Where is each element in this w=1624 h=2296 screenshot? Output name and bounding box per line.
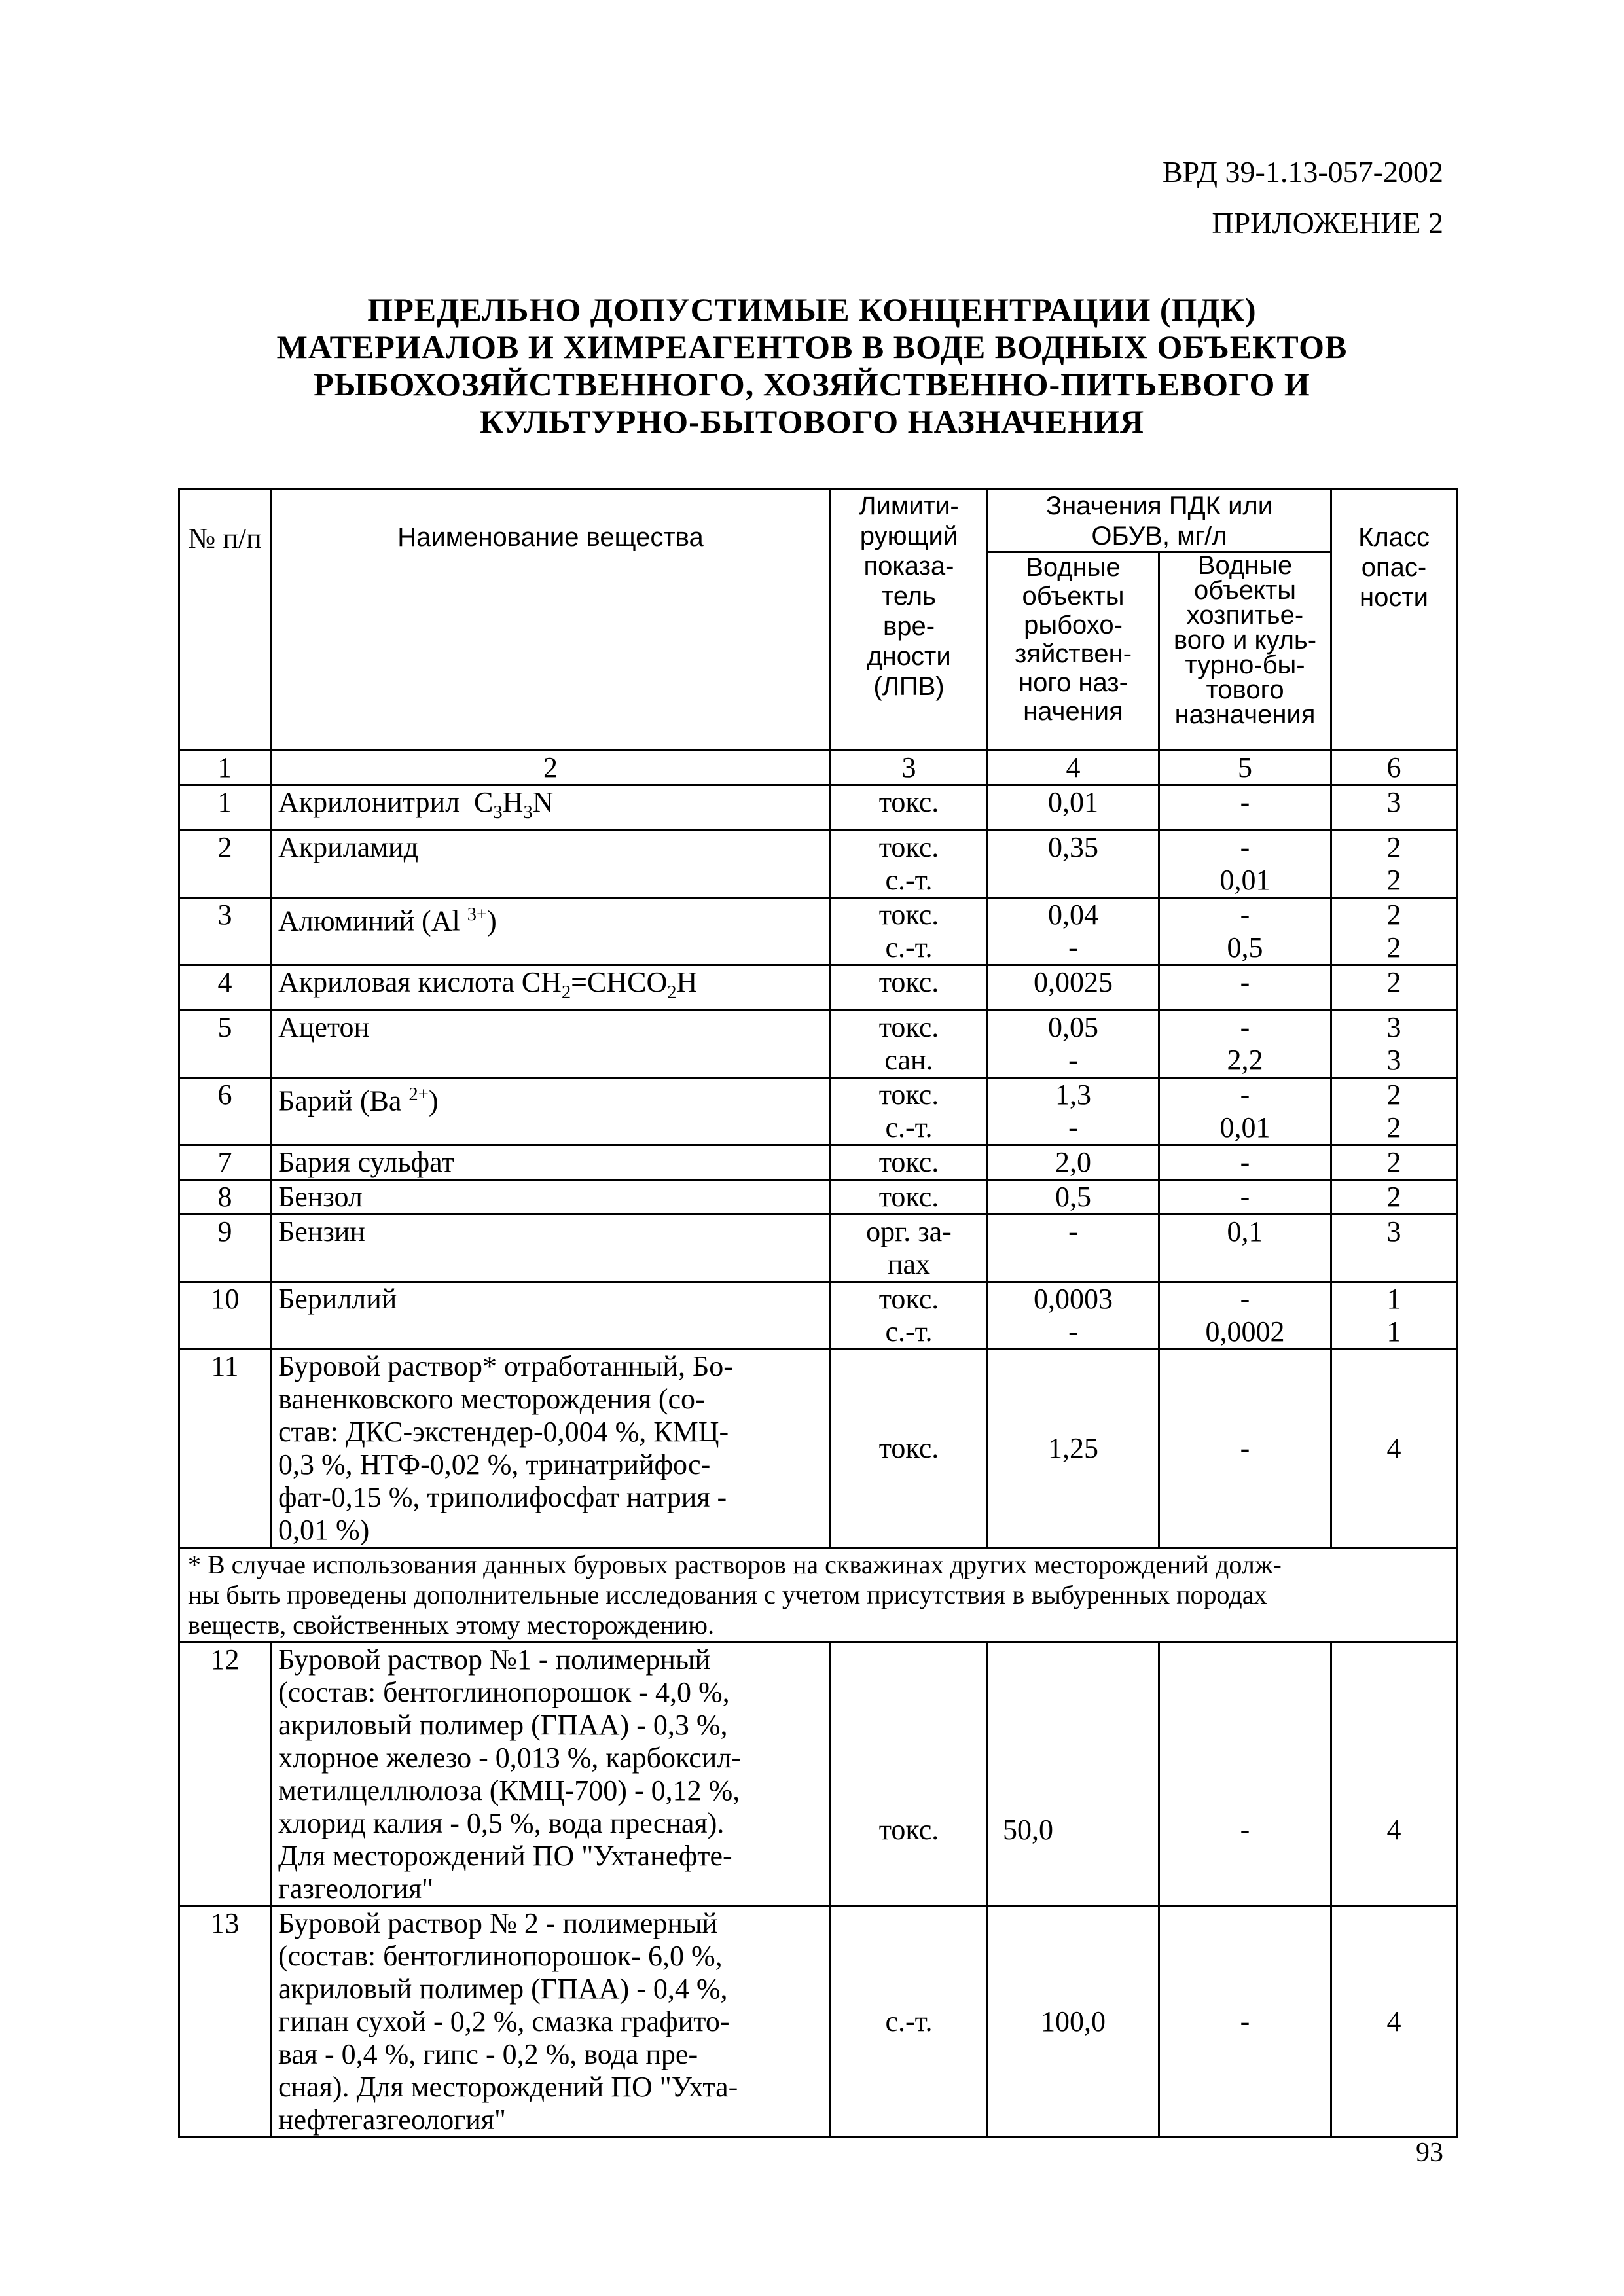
lpv-cell: токс. с.-т.: [831, 897, 988, 965]
drink-cell: - 2,2: [1159, 1010, 1331, 1077]
drink-cell: - 0,0002: [1159, 1282, 1331, 1349]
document-code: ВРД 39-1.13-057-2002: [1162, 155, 1443, 188]
pdk-table: [178, 488, 1458, 2138]
header-pdk-group: Значения ПДК или ОБУВ, мг/л: [988, 489, 1331, 552]
row-num: 7: [179, 1145, 271, 1179]
lpv-cell: токс. с.-т.: [831, 830, 988, 897]
fish-cell: 1,25: [988, 1349, 1159, 1547]
lpv-cell: токс.: [831, 1349, 988, 1547]
lpv-cell: токс. с.-т.: [831, 1077, 988, 1145]
substance-name: Акрилонитрил $C_3H_3N$: [271, 785, 831, 831]
drink-cell: - 0,01: [1159, 830, 1331, 897]
class-cell: 2 2: [1331, 1077, 1457, 1145]
fish-cell: 0,04 -: [988, 897, 1159, 965]
table-row: [179, 830, 1457, 897]
drink-cell: -: [1159, 1642, 1331, 1906]
class-cell: 3: [1331, 1214, 1457, 1282]
lpv-cell: токс.: [831, 1145, 988, 1179]
class-cell: 1 1: [1331, 1282, 1457, 1349]
table-row: [179, 1010, 1457, 1077]
substance-name: Бензол: [271, 1179, 831, 1214]
drink-cell: 0,1: [1159, 1214, 1331, 1282]
footnote: * В случае использования данных буровых растворов на скважинах других месторождений долж- ны быть проведены дополнительные исследования с учетом присутствия в выбуренных породах веществ, свойственных этому месторождению.: [179, 1547, 1457, 1642]
class-cell: 4: [1331, 1642, 1457, 1906]
table-row: [179, 1077, 1457, 1145]
title-line: ПРЕДЕЛЬНО ДОПУСТИМЫЕ КОНЦЕНТРАЦИИ (ПДК): [367, 291, 1257, 328]
class-cell: 2 2: [1331, 897, 1457, 965]
lpv-cell: токс.: [831, 965, 988, 1010]
table-row: [179, 965, 1457, 1010]
table-row: [179, 1349, 1457, 1547]
substance-name: Ацетон: [271, 1010, 831, 1077]
row-num: 9: [179, 1214, 271, 1282]
class-cell: 4: [1331, 1349, 1457, 1547]
drink-cell: - 0,01: [1159, 1077, 1331, 1145]
column-number-row: [179, 751, 1457, 785]
substance-name: Акриламид: [271, 830, 831, 897]
fish-cell: -: [988, 1214, 1159, 1282]
fish-cell: 0,01: [988, 785, 1159, 831]
substance-name: Бензин: [271, 1214, 831, 1282]
col-number: 6: [1331, 751, 1457, 785]
page-title: [0, 291, 1624, 440]
class-cell: 3 3: [1331, 1010, 1457, 1077]
substance-name: Барий (Ba $^{2+}$): [271, 1077, 831, 1145]
fish-cell: 50,0: [988, 1642, 1159, 1906]
header-name: Наименование вещества: [271, 489, 831, 751]
row-num: 13: [179, 1906, 271, 2137]
row-num: 5: [179, 1010, 271, 1077]
lpv-cell: токс. с.-т.: [831, 1282, 988, 1349]
title-line: МАТЕРИАЛОВ И ХИМРЕАГЕНТОВ В ВОДЕ ВОДНЫХ ОБЪЕКТОВ: [276, 329, 1348, 365]
substance-name: Алюминий (Al $^{3+}$): [271, 897, 831, 965]
col-number: 2: [271, 751, 831, 785]
header-num: № п/п: [179, 489, 271, 751]
title-line: КУЛЬТУРНО-БЫТОВОГО НАЗНАЧЕНИЯ: [479, 403, 1145, 440]
header-drink: Водные объекты хозпитье- вого и куль- турно-бы- тового назначения: [1159, 552, 1331, 751]
substance-name: Буровой раствор* отработанный, Бо- ваненковского месторождения (со- став: ДКС-экстендер-0,004 %, КМЦ- 0,3 %, НТФ-0,02 %, тринатрийфос- фат-0,15 %, триполифосфат натрия - 0,01 %): [271, 1349, 831, 1547]
table-row: [179, 1642, 1457, 1906]
drink-cell: -: [1159, 1179, 1331, 1214]
row-num: 4: [179, 965, 271, 1010]
col-number: 4: [988, 751, 1159, 785]
row-num: 11: [179, 1349, 271, 1547]
table-row: [179, 1179, 1457, 1214]
row-num: 3: [179, 897, 271, 965]
page-number: 93: [1416, 2138, 1443, 2168]
row-num: 12: [179, 1642, 271, 1906]
footnote-row: [179, 1547, 1457, 1642]
table-row: [179, 1214, 1457, 1282]
class-cell: 3: [1331, 785, 1457, 831]
fish-cell: 0,05 -: [988, 1010, 1159, 1077]
lpv-cell: токс.: [831, 1179, 988, 1214]
substance-name: Буровой раствор № 2 - полимерный (состав: бентоглинопорошок- 6,0 %, акриловый полимер (ГПАА) - 0,4 %, гипан сухой - 0,2 %, смазка графито- вая - 0,4 %, гипс - 0,2 %, вода пре- сная). Для месторождений ПО "Ухта- нефтегазгеология": [271, 1906, 831, 2137]
fish-cell: 0,35: [988, 830, 1159, 897]
row-num: 6: [179, 1077, 271, 1145]
lpv-cell: орг. за- пах: [831, 1214, 988, 1282]
row-num: 8: [179, 1179, 271, 1214]
class-cell: 2: [1331, 1179, 1457, 1214]
col-number: 1: [179, 751, 271, 785]
drink-cell: -: [1159, 1349, 1331, 1547]
row-num: 1: [179, 785, 271, 831]
fish-cell: 2,0: [988, 1145, 1159, 1179]
table-row: [179, 785, 1457, 831]
fish-cell: 0,0025: [988, 965, 1159, 1010]
row-num: 10: [179, 1282, 271, 1349]
drink-cell: -: [1159, 1906, 1331, 2137]
table-row: [179, 1145, 1457, 1179]
drink-cell: - 0,5: [1159, 897, 1331, 965]
class-cell: 2: [1331, 965, 1457, 1010]
appendix-label: ПРИЛОЖЕНИЕ 2: [1212, 206, 1443, 240]
class-cell: 2: [1331, 1145, 1457, 1179]
lpv-cell: токс. сан.: [831, 1010, 988, 1077]
drink-cell: -: [1159, 785, 1331, 831]
substance-name: Акриловая кислота $CH_2=CHCO_2H$: [271, 965, 831, 1010]
class-cell: 4: [1331, 1906, 1457, 2137]
substance-name: Бария сульфат: [271, 1145, 831, 1179]
lpv-cell: токс.: [831, 1642, 988, 1906]
substance-name: Бериллий: [271, 1282, 831, 1349]
class-cell: 2 2: [1331, 830, 1457, 897]
header-fish: Водные объекты рыбохо- зяйствен- ного наз- начения: [988, 552, 1159, 751]
col-number: 5: [1159, 751, 1331, 785]
fish-cell: 0,0003 -: [988, 1282, 1159, 1349]
header-class: Класс опас- ности: [1331, 489, 1457, 751]
table-row: [179, 1282, 1457, 1349]
col-number: 3: [831, 751, 988, 785]
lpv-cell: с.-т.: [831, 1906, 988, 2137]
table-header-row: [179, 489, 1457, 552]
drink-cell: -: [1159, 1145, 1331, 1179]
fish-cell: 0,5: [988, 1179, 1159, 1214]
fish-cell: 100,0: [988, 1906, 1159, 2137]
table-row: [179, 1906, 1457, 2137]
row-num: 2: [179, 830, 271, 897]
lpv-cell: токс.: [831, 785, 988, 831]
title-line: РЫБОХОЗЯЙСТВЕННОГО, ХОЗЯЙСТВЕННО-ПИТЬЕВОГО И: [314, 366, 1310, 403]
drink-cell: -: [1159, 965, 1331, 1010]
fish-cell: 1,3 -: [988, 1077, 1159, 1145]
table-row: [179, 897, 1457, 965]
substance-name: Буровой раствор №1 - полимерный (состав: бентоглинопорошок - 4,0 %, акриловый полимер (ГПАА) - 0,3 %, хлорное железо - 0,013 %, карбоксил- метилцеллюлоза (КМЦ-700) - 0,12 %, хлорид калия - 0,5 %, вода пресная). Для месторождений ПО "Ухтанефте- газгеология": [271, 1642, 831, 1906]
header-lpv: Лимити- рующий показа- тель вре- дности (ЛПВ): [831, 489, 988, 751]
